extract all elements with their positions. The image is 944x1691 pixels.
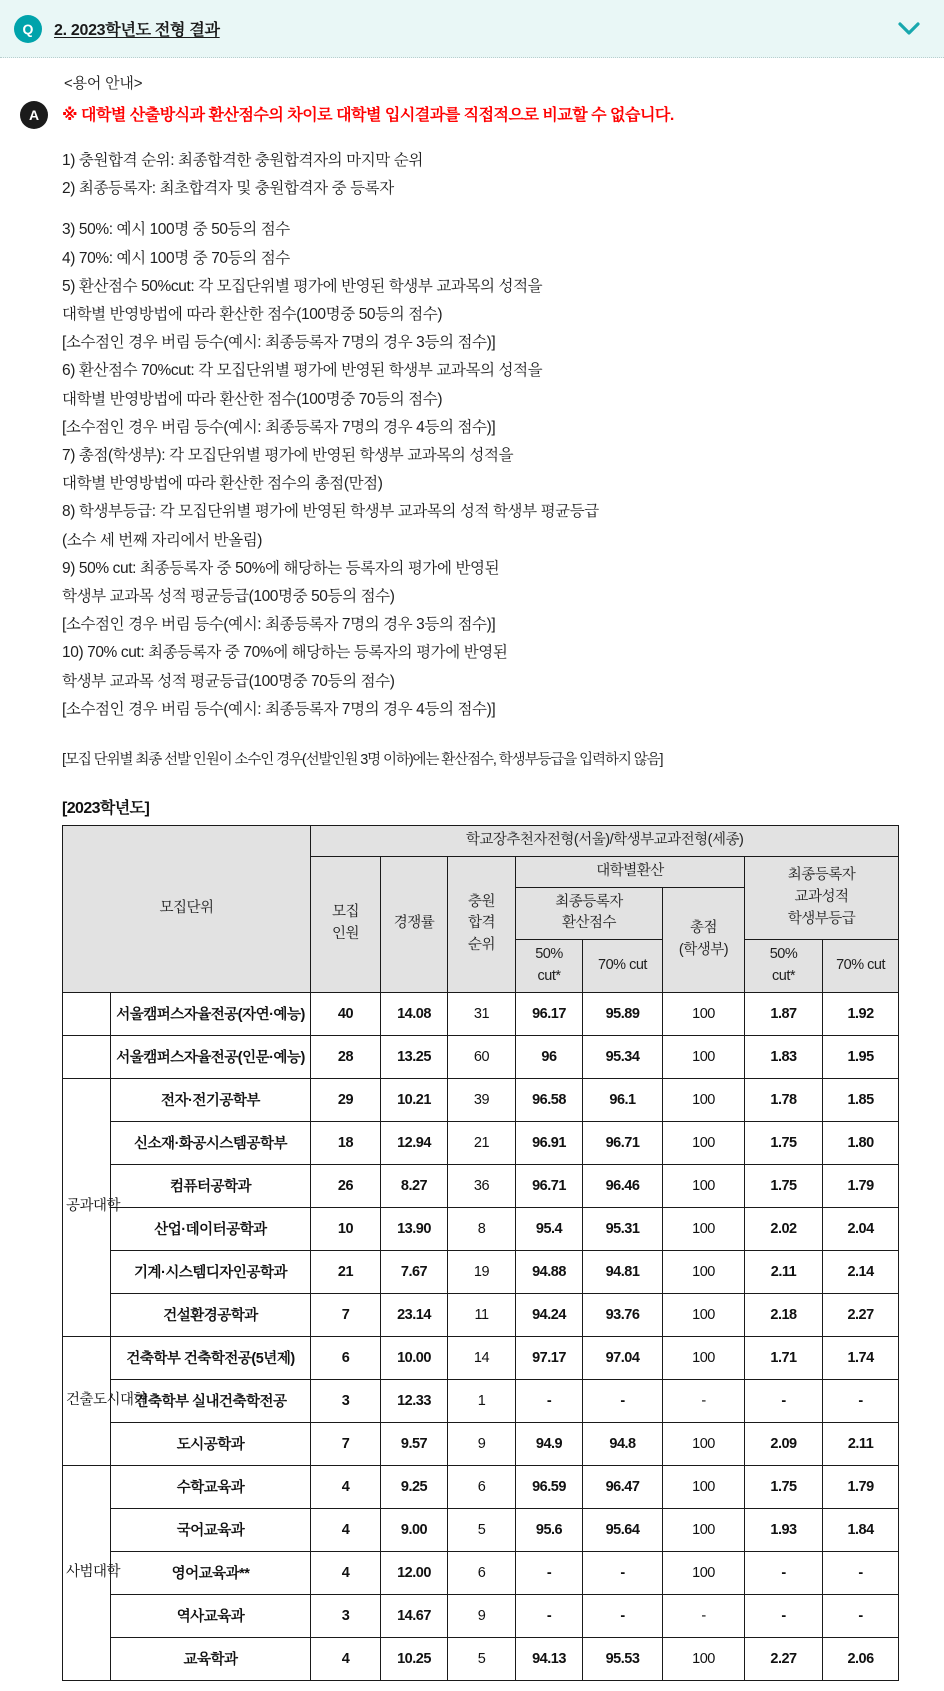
cell-department: 서울캠퍼스자율전공(인문·예능) [111,1035,311,1078]
cell-total-score: 100 [663,1422,745,1465]
th-cut50-line1: 50% [535,946,563,963]
cell-reserve-rank: 6 [448,1551,516,1594]
th-admission-type: 학교장추천자전형(서울)/학생부교과전형(세종) [311,826,899,857]
cell-total-score: 100 [663,1508,745,1551]
cell-grade-50cut: - [745,1594,823,1637]
cell-college: 건출도시대학 [63,1336,111,1465]
cell-department: 건설환경공학과 [111,1293,311,1336]
terms-list [62,147,924,724]
spacer [62,203,924,216]
cell-department: 교육학과 [111,1637,311,1680]
term-line: 9) 50% cut: 최종등록자 중 50%에 해당하는 등록자의 평가에 반영된 [62,559,500,577]
term-line: 2) 최종등록자: 최초합격자 및 충원합격자 중 등록자 [62,180,394,198]
accordion-header[interactable] [0,0,944,58]
th-unit: 모집단위 [63,826,311,993]
cell-grade-50cut: 1.83 [745,1035,823,1078]
header-row-1 [63,826,899,857]
cell-college [63,1035,111,1078]
table-row [63,1422,899,1465]
cell-department: 산업·데이터공학과 [111,1207,311,1250]
results-table-wrapper [62,825,900,1681]
cell-grade-50cut: - [745,1379,823,1422]
cell-score-50cut: - [516,1594,583,1637]
table-row [63,992,899,1035]
th-rank-line3: 순위 [467,937,495,954]
cell-quota: 40 [311,992,381,1035]
cell-department: 기계·시스템디자인공학과 [111,1250,311,1293]
th-rank-line1: 충원 [467,893,495,910]
cell-score-50cut: 96.59 [516,1465,583,1508]
page-title[interactable]: 2. 2023학년도 전형 결과 [54,22,220,39]
term-line: 7) 총점(학생부): 각 모집단위별 평가에 반영된 학생부 교과목의 성적을 [62,447,514,465]
term-line: 4) 70%: 예시 100명 중 70등의 점수 [62,249,290,267]
cell-grade-50cut: 2.02 [745,1207,823,1250]
cell-department: 영어교육과** [111,1551,311,1594]
th-finalreg-line2: 환산점수 [561,915,617,932]
cell-score-50cut: 94.13 [516,1637,583,1680]
cell-reserve-rank: 6 [448,1465,516,1508]
cell-grade-50cut: 1.75 [745,1465,823,1508]
small-selection-note: [모집 단위별 최종 선발 인원이 소수인 경우(선발인원 3명 이하)에는 환산점수, 학생부등급을 입력하지 않음] [62,752,663,769]
cell-quota: 28 [311,1035,381,1078]
cell-score-50cut: 97.17 [516,1336,583,1379]
cell-competition-ratio: 9.57 [381,1422,448,1465]
cell-grade-70cut: 1.80 [823,1121,899,1164]
admission-results-table [62,825,899,1681]
cell-score-70cut: - [583,1594,663,1637]
cell-department: 전자·전기공학부 [111,1078,311,1121]
term-line: [소수점인 경우 버림 등수(예시: 최종등록자 7명의 경우 4등의 점수)] [62,418,496,436]
cell-score-70cut: 95.31 [583,1207,663,1250]
cell-reserve-rank: 11 [448,1293,516,1336]
table-row [63,1293,899,1336]
cell-department: 컴퓨터공학과 [111,1164,311,1207]
cell-department: 수학교육과 [111,1465,311,1508]
th-grade-cut50 [745,940,823,993]
cell-reserve-rank: 39 [448,1078,516,1121]
cell-grade-70cut: 2.06 [823,1637,899,1680]
th-final-registrant-score [516,887,663,940]
cell-department: 국어교육과 [111,1508,311,1551]
term-line: 학생부 교과목 성적 평균등급(100명중 70등의 점수) [62,672,395,690]
table-row [63,1508,899,1551]
cell-quota: 3 [311,1594,381,1637]
th-conversion: 대학별환산 [516,856,745,887]
cell-score-70cut: 96.47 [583,1465,663,1508]
term-line: 학생부 교과목 성적 평균등급(100명중 50등의 점수) [62,588,395,606]
cell-grade-70cut: 1.79 [823,1164,899,1207]
cell-total-score: - [663,1594,745,1637]
cell-grade-50cut: 1.75 [745,1121,823,1164]
cell-competition-ratio: 10.25 [381,1637,448,1680]
cell-grade-50cut: 1.93 [745,1508,823,1551]
cell-score-70cut: 97.04 [583,1336,663,1379]
cell-quota: 7 [311,1422,381,1465]
cell-grade-70cut: 1.85 [823,1078,899,1121]
table-row [63,1207,899,1250]
cell-competition-ratio: 23.14 [381,1293,448,1336]
th-grade-cut70: 70% cut [823,940,899,993]
cell-college: 사범대학 [63,1465,111,1680]
cell-total-score: 100 [663,992,745,1035]
cell-total-score: 100 [663,1164,745,1207]
cell-grade-70cut: 2.11 [823,1422,899,1465]
cell-score-70cut: 96.1 [583,1078,663,1121]
cell-grade-70cut: 1.92 [823,992,899,1035]
cell-total-score: - [663,1379,745,1422]
cell-grade-70cut: - [823,1379,899,1422]
cell-score-50cut: 96.71 [516,1164,583,1207]
cell-reserve-rank: 31 [448,992,516,1035]
table-row [63,1379,899,1422]
cell-competition-ratio: 13.90 [381,1207,448,1250]
cell-total-score: 100 [663,1637,745,1680]
cell-quota: 10 [311,1207,381,1250]
cell-quota: 4 [311,1637,381,1680]
cell-grade-50cut: 2.27 [745,1637,823,1680]
table-row [63,1035,899,1078]
cell-reserve-rank: 19 [448,1250,516,1293]
cell-college: 공과대학 [63,1078,111,1336]
cell-competition-ratio: 10.21 [381,1078,448,1121]
cell-total-score: 100 [663,1078,745,1121]
th-gcut50-line1: 50% [769,946,798,963]
cell-reserve-rank: 60 [448,1035,516,1078]
table-row [63,1637,899,1680]
cell-competition-ratio: 8.27 [381,1164,448,1207]
cell-score-50cut: 96.91 [516,1121,583,1164]
table-row [63,1078,899,1121]
cell-total-score: 100 [663,1250,745,1293]
cell-competition-ratio: 12.33 [381,1379,448,1422]
cell-competition-ratio: 9.00 [381,1508,448,1551]
table-row [63,1551,899,1594]
notice-row [20,101,924,129]
th-finalreg-line1: 최종등록자 [555,893,623,910]
cell-score-70cut: 94.81 [583,1250,663,1293]
cell-grade-70cut: 1.79 [823,1465,899,1508]
cell-department: 서울캠퍼스자율전공(자연·예능) [111,992,311,1035]
table-row [63,1121,899,1164]
cell-reserve-rank: 14 [448,1336,516,1379]
term-line: 대학별 반영방법에 따라 환산한 점수(100명중 70등의 점수) [62,390,443,408]
term-line: 10) 70% cut: 최종등록자 중 70%에 해당하는 등록자의 평가에 반영된 [62,644,508,662]
cell-total-score: 100 [663,1121,745,1164]
cell-department: 건축학부 건축학전공(5년제) [111,1336,311,1379]
cell-department: 역사교육과 [111,1594,311,1637]
cell-score-50cut: 94.24 [516,1293,583,1336]
term-line: 3) 50%: 예시 100명 중 50등의 점수 [62,221,290,239]
cell-quota: 4 [311,1465,381,1508]
th-gcut50-line2: cut* [772,967,795,984]
cell-score-50cut: 96.58 [516,1078,583,1121]
cell-competition-ratio: 7.67 [381,1250,448,1293]
table-row [63,1250,899,1293]
term-line: 대학별 반영방법에 따라 환산한 점수의 총점(만점) [62,475,383,493]
cell-grade-50cut: 1.71 [745,1336,823,1379]
cell-grade-50cut: 2.11 [745,1250,823,1293]
cell-grade-70cut: - [823,1551,899,1594]
cell-total-score: 100 [663,1551,745,1594]
cell-score-70cut: 95.53 [583,1637,663,1680]
cell-competition-ratio: 12.00 [381,1551,448,1594]
cell-grade-70cut: - [823,1594,899,1637]
cell-score-50cut: 95.4 [516,1207,583,1250]
cell-grade-70cut: 2.14 [823,1250,899,1293]
chevron-down-icon[interactable] [896,16,922,42]
cell-reserve-rank: 5 [448,1637,516,1680]
cell-score-70cut: 96.46 [583,1164,663,1207]
th-score-cut50 [516,940,583,993]
cell-grade-50cut: 2.18 [745,1293,823,1336]
cell-reserve-rank: 36 [448,1164,516,1207]
cell-score-70cut: - [583,1551,663,1594]
th-quota-line1: 모집 [331,904,359,921]
cell-department: 신소재·화공시스템공학부 [111,1121,311,1164]
th-score-cut70: 70% cut [583,940,663,993]
table-row [63,1336,899,1379]
cell-reserve-rank: 5 [448,1508,516,1551]
cell-score-50cut: 94.88 [516,1250,583,1293]
cell-quota: 29 [311,1078,381,1121]
table-body [63,992,899,1680]
cell-total-score: 100 [663,1035,745,1078]
cell-quota: 21 [311,1250,381,1293]
cell-score-70cut: 95.89 [583,992,663,1035]
th-grade-group [745,856,899,939]
cell-college [63,992,111,1035]
term-line: 5) 환산점수 50%cut: 각 모집단위별 평가에 반영된 학생부 교과목의 성적을 [62,277,543,295]
cell-score-70cut: 95.64 [583,1508,663,1551]
cell-department: 도시공학과 [111,1422,311,1465]
th-total-line2: (학생부) [678,941,729,958]
term-line: [소수점인 경우 버림 등수(예시: 최종등록자 7명의 경우 3등의 점수)] [62,616,496,634]
cell-quota: 7 [311,1293,381,1336]
term-line: 6) 환산점수 70%cut: 각 모집단위별 평가에 반영된 학생부 교과목의 성적을 [62,362,543,380]
cell-score-70cut: 96.71 [583,1121,663,1164]
cell-reserve-rank: 21 [448,1121,516,1164]
cell-score-70cut: 94.8 [583,1422,663,1465]
cell-score-50cut: - [516,1379,583,1422]
cell-grade-50cut: 1.78 [745,1078,823,1121]
cell-grade-50cut: - [745,1551,823,1594]
th-grade-line3: 학생부등급 [787,910,856,927]
cell-grade-70cut: 1.95 [823,1035,899,1078]
cell-grade-70cut: 1.84 [823,1508,899,1551]
cell-competition-ratio: 14.67 [381,1594,448,1637]
cell-quota: 18 [311,1121,381,1164]
year-label: [2023학년도] [62,800,150,818]
th-total-line1: 총점 [689,919,717,936]
table-row [63,1594,899,1637]
cell-total-score: 100 [663,1336,745,1379]
cell-quota: 4 [311,1551,381,1594]
cell-reserve-rank: 9 [448,1594,516,1637]
th-grade-line1: 최종등록자 [787,867,856,884]
term-guide-heading: <용어 안내> [64,75,143,92]
cell-grade-70cut: 2.27 [823,1293,899,1336]
th-rank-line2: 합격 [467,915,495,932]
cell-grade-50cut: 1.75 [745,1164,823,1207]
table-row [63,1164,899,1207]
answer-badge: A [20,101,48,129]
cell-total-score: 100 [663,1465,745,1508]
th-cut50-line2: cut* [537,967,561,984]
term-line: [소수점인 경우 버림 등수(예시: 최종등록자 7명의 경우 4등의 점수)] [62,700,496,718]
answer-body [0,58,944,1691]
cell-quota: 6 [311,1336,381,1379]
cell-reserve-rank: 8 [448,1207,516,1250]
table-row [63,1465,899,1508]
th-total-score [663,887,745,992]
cell-reserve-rank: 9 [448,1422,516,1465]
cell-score-50cut: - [516,1551,583,1594]
cell-total-score: 100 [663,1207,745,1250]
cell-competition-ratio: 13.25 [381,1035,448,1078]
cell-score-50cut: 94.9 [516,1422,583,1465]
cell-reserve-rank: 1 [448,1379,516,1422]
cell-quota: 3 [311,1379,381,1422]
th-grade-line2: 교과성적 [794,889,849,906]
cell-competition-ratio: 12.94 [381,1121,448,1164]
th-quota [311,856,381,992]
table-head [63,826,899,993]
cell-grade-70cut: 2.04 [823,1207,899,1250]
th-ratio: 경쟁률 [381,856,448,992]
cell-score-70cut: 93.76 [583,1293,663,1336]
th-reserve-rank [448,856,516,992]
comparison-notice: ※ 대학별 산출방식과 환산점수의 차이로 대학별 입시결과를 직접적으로 비교할 수 없습니다. [62,107,674,124]
th-quota-line2: 인원 [331,926,359,943]
cell-score-50cut: 95.6 [516,1508,583,1551]
cell-department: 건축학부 실내건축학전공 [111,1379,311,1422]
cell-competition-ratio: 10.00 [381,1336,448,1379]
cell-competition-ratio: 14.08 [381,992,448,1035]
cell-score-70cut: - [583,1379,663,1422]
question-badge: Q [14,15,42,43]
cell-grade-50cut: 1.87 [745,992,823,1035]
cell-score-50cut: 96.17 [516,992,583,1035]
term-line: 대학별 반영방법에 따라 환산한 점수(100명중 50등의 점수) [62,306,443,324]
term-line: 8) 학생부등급: 각 모집단위별 평가에 반영된 학생부 교과목의 성적 학생부 평균등급 [62,503,599,521]
cell-total-score: 100 [663,1293,745,1336]
cell-score-70cut: 95.34 [583,1035,663,1078]
term-line: [소수점인 경우 버림 등수(예시: 최종등록자 7명의 경우 3등의 점수)] [62,334,496,352]
cell-quota: 4 [311,1508,381,1551]
cell-grade-70cut: 1.74 [823,1336,899,1379]
term-line: 1) 충원합격 순위: 최종합격한 충원합격자의 마지막 순위 [62,152,423,169]
cell-grade-50cut: 2.09 [745,1422,823,1465]
cell-quota: 26 [311,1164,381,1207]
cell-score-50cut: 96 [516,1035,583,1078]
cell-competition-ratio: 9.25 [381,1465,448,1508]
term-line: (소수 세 번째 자리에서 반올림) [62,531,263,549]
